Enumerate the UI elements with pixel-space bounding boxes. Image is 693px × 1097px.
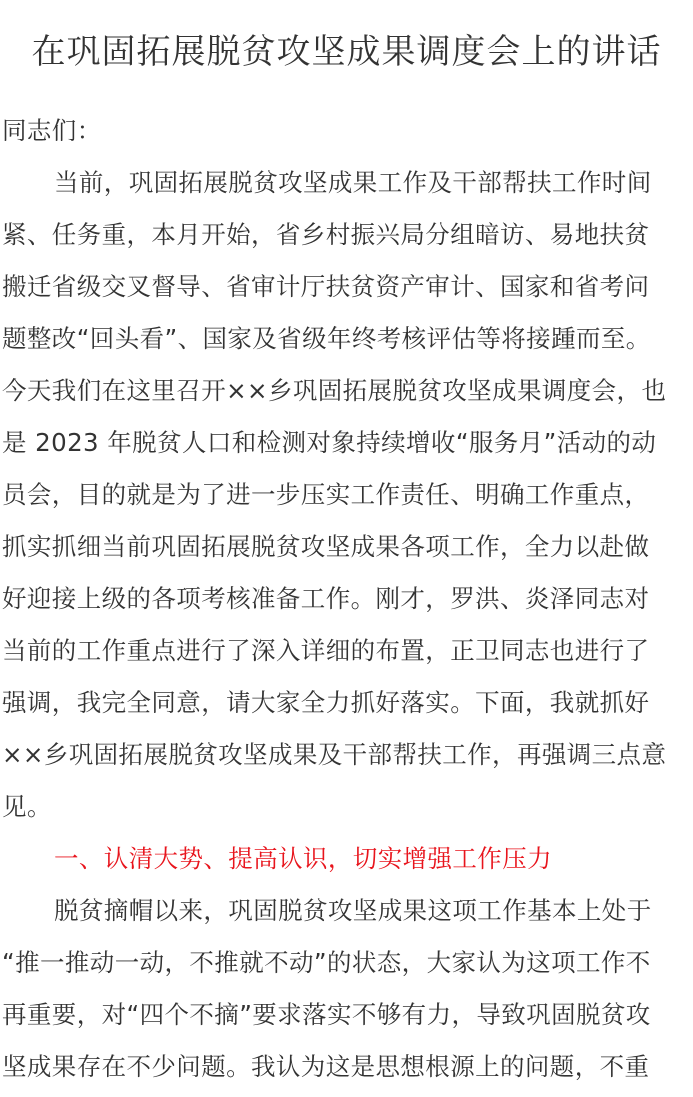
paragraph-line: “推一推动一动，不推就不动”的状态，大家认为这项工作不 <box>2 948 651 977</box>
paragraph-line: 抓实抓细当前巩固拓展脱贫攻坚成果各项工作，全力以赴做 <box>2 532 650 561</box>
paragraph-line: 今天我们在这里召开××乡巩固拓展脱贫攻坚成果调度会，也 <box>2 376 667 405</box>
paragraph-line: 见。 <box>2 792 52 821</box>
paragraph-line: 紧、任务重，本月开始，省乡村振兴局分组暗访、易地扶贫 <box>2 220 650 249</box>
section-heading: 一、认清大势、提高认识，切实增强工作压力 <box>54 844 552 873</box>
paragraph-line: 员会，目的就是为了进一步压实工作责任、明确工作重点， <box>2 480 650 509</box>
paragraph-line: 脱贫摘帽以来，巩固脱贫攻坚成果这项工作基本上处于 <box>54 896 652 925</box>
paragraph-line: 搬迁省级交叉督导、省审计厅扶贫资产审计、国家和省考问 <box>2 272 650 301</box>
paragraph-line: 再重要，对“四个不摘”要求落实不够有力，导致巩固脱贫攻 <box>2 1000 651 1029</box>
paragraph-line: 强调，我完全同意，请大家全力抓好落实。下面，我就抓好 <box>2 688 650 717</box>
document-title: 在巩固拓展脱贫攻坚成果调度会上的讲话 <box>31 32 662 72</box>
paragraph-line: 题整改“回头看”、国家及省级年终考核评估等将接踵而至。 <box>2 324 651 353</box>
paragraph-line: ××乡巩固拓展脱贫攻坚成果及干部帮扶工作，再强调三点意 <box>2 740 667 769</box>
paragraph-line: 坚成果存在不少问题。我认为这是思想根源上的问题，不重 <box>2 1052 650 1081</box>
paragraph-line: 当前的工作重点进行了深入详细的布置，正卫同志也进行了 <box>2 636 650 665</box>
paragraph-line: 好迎接上级的各项考核准备工作。刚才，罗洪、炎泽同志对 <box>2 584 650 613</box>
paragraph-line: 当前，巩固拓展脱贫攻坚成果工作及干部帮扶工作时间 <box>54 168 652 197</box>
salutation: 同志们： <box>2 116 102 145</box>
paragraph-line: 是 2023 年脱贫人口和检测对象持续增收“服务月”活动的动 <box>2 428 657 457</box>
